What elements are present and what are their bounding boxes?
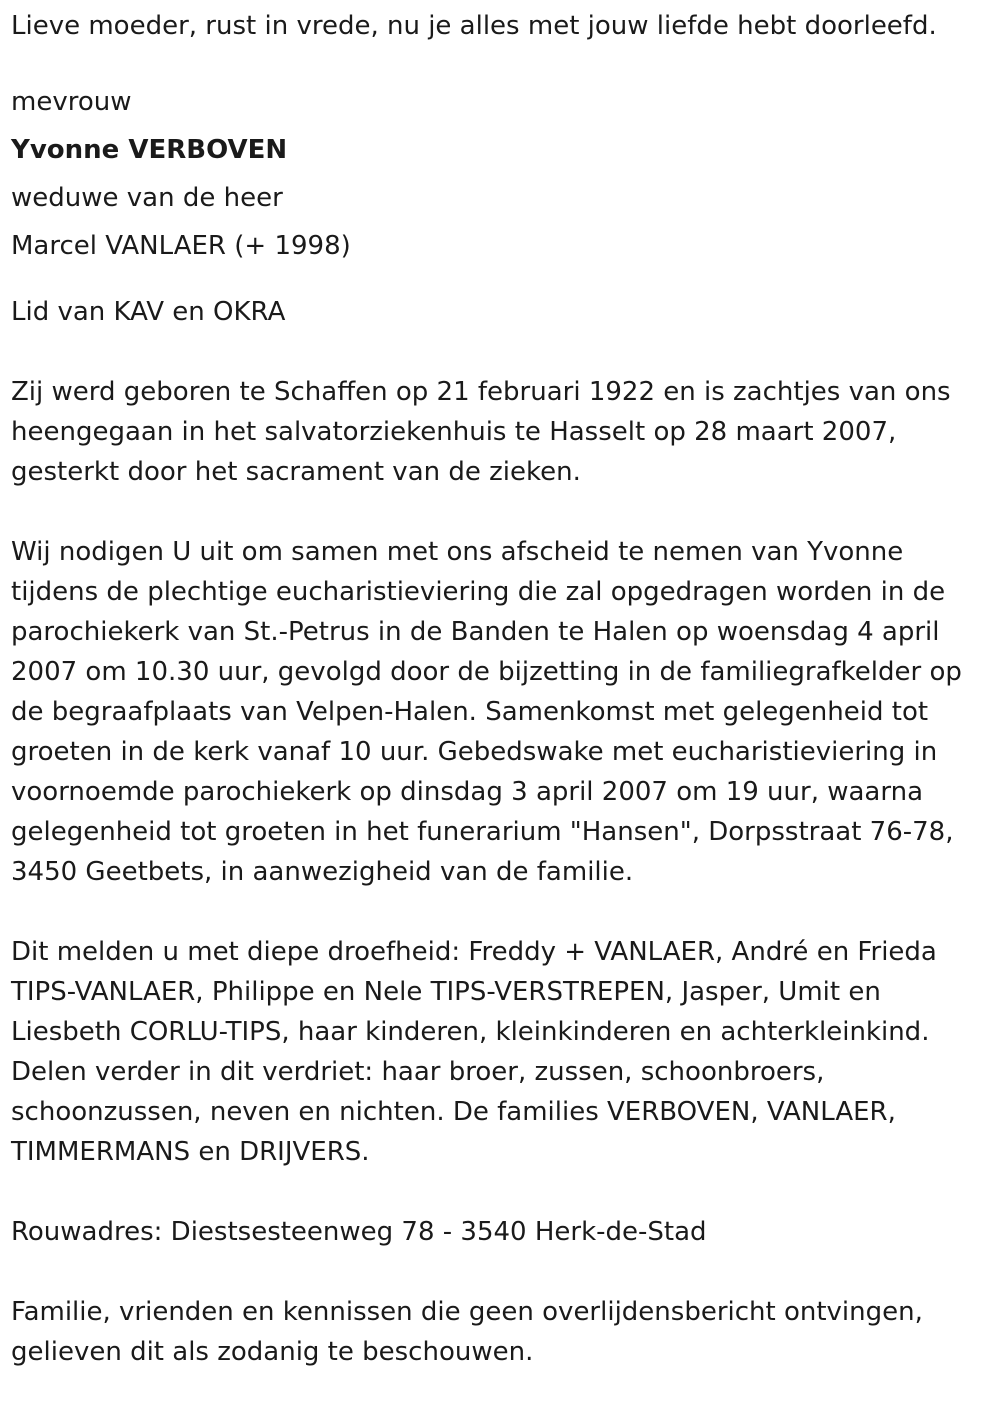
paragraph-line: Wij nodigen U uit om samen met ons afscheid te nemen van Yvonne bbox=[11, 537, 904, 567]
widow-line: weduwe van de heer bbox=[11, 183, 283, 213]
paragraph-line: groeten in de kerk vanaf 10 uur. Gebedswake met eucharistieviering in bbox=[11, 737, 938, 767]
opening-verse: Lieve moeder, rust in vrede, nu je alles met jouw liefde hebt doorleefd. bbox=[11, 11, 937, 41]
paragraph-line: 3450 Geetbets, in aanwezigheid van de familie. bbox=[11, 857, 634, 887]
paragraph-line: gesterkt door het sacrament van de zieken. bbox=[11, 457, 581, 487]
paragraph-line: heengegaan in het salvatorziekenhuis te Hasselt op 28 maart 2007, bbox=[11, 417, 897, 447]
paragraph-line: 2007 om 10.30 uur, gevolgd door de bijzetting in de familiegrafkelder op bbox=[11, 657, 962, 687]
paragraph-line: gelegenheid tot groeten in het funerarium "Hansen", Dorpsstraat 76-78, bbox=[11, 817, 954, 847]
mourning-address: Rouwadres: Diestsesteenweg 78 - 3540 Herk-de-Stad bbox=[11, 1217, 707, 1247]
spacer bbox=[11, 46, 991, 78]
birth-death-paragraph bbox=[11, 372, 986, 492]
paragraph-line: de begraafplaats van Velpen-Halen. Samenkomst met gelegenheid tot bbox=[11, 697, 929, 727]
closing-paragraph bbox=[11, 1292, 986, 1372]
spacer bbox=[11, 892, 991, 932]
paragraph-line: Dit melden u met diepe droefheid: Freddy + VANLAER, André en Frieda bbox=[11, 937, 937, 967]
paragraph-line: Liesbeth CORLU-TIPS, haar kinderen, kleinkinderen en achterkleinkind. bbox=[11, 1017, 930, 1047]
paragraph-line: parochiekerk van St.-Petrus in de Banden te Halen op woensdag 4 april bbox=[11, 617, 940, 647]
deceased-name: Yvonne VERBOVEN bbox=[11, 135, 288, 165]
deceased-block bbox=[11, 78, 991, 270]
paragraph-line: Zij werd geboren te Schaffen op 21 februari 1922 en is zachtjes van ons bbox=[11, 377, 951, 407]
spacer bbox=[11, 270, 991, 292]
paragraph-line: TIPS-VANLAER, Philippe en Nele TIPS-VERSTREPEN, Jasper, Umit en bbox=[11, 977, 881, 1007]
membership-line: Lid van KAV en OKRA bbox=[11, 297, 286, 327]
paragraph-line: Delen verder in dit verdriet: haar broer, zussen, schoonbroers, bbox=[11, 1057, 825, 1087]
paragraph-line: tijdens de plechtige eucharistieviering die zal opgedragen worden in de bbox=[11, 577, 946, 607]
paragraph-line: Familie, vrienden en kennissen die geen overlijdensbericht ontvingen, bbox=[11, 1297, 923, 1327]
spacer bbox=[11, 332, 991, 372]
funeral-invitation-paragraph bbox=[11, 532, 986, 892]
spouse-line: Marcel VANLAER (+ 1998) bbox=[11, 231, 351, 261]
spacer bbox=[11, 1172, 991, 1212]
spacer bbox=[11, 492, 991, 532]
family-paragraph bbox=[11, 932, 986, 1172]
paragraph-line: voornoemde parochiekerk op dinsdag 3 april 2007 om 19 uur, waarna bbox=[11, 777, 924, 807]
paragraph-line: schoonzussen, neven en nichten. De families VERBOVEN, VANLAER, bbox=[11, 1097, 896, 1127]
paragraph-line: gelieven dit als zodanig te beschouwen. bbox=[11, 1337, 534, 1367]
honorific: mevrouw bbox=[11, 87, 132, 117]
paragraph-line: TIMMERMANS en DRIJVERS. bbox=[11, 1137, 370, 1167]
death-notice bbox=[11, 6, 991, 1372]
spacer bbox=[11, 1252, 991, 1292]
